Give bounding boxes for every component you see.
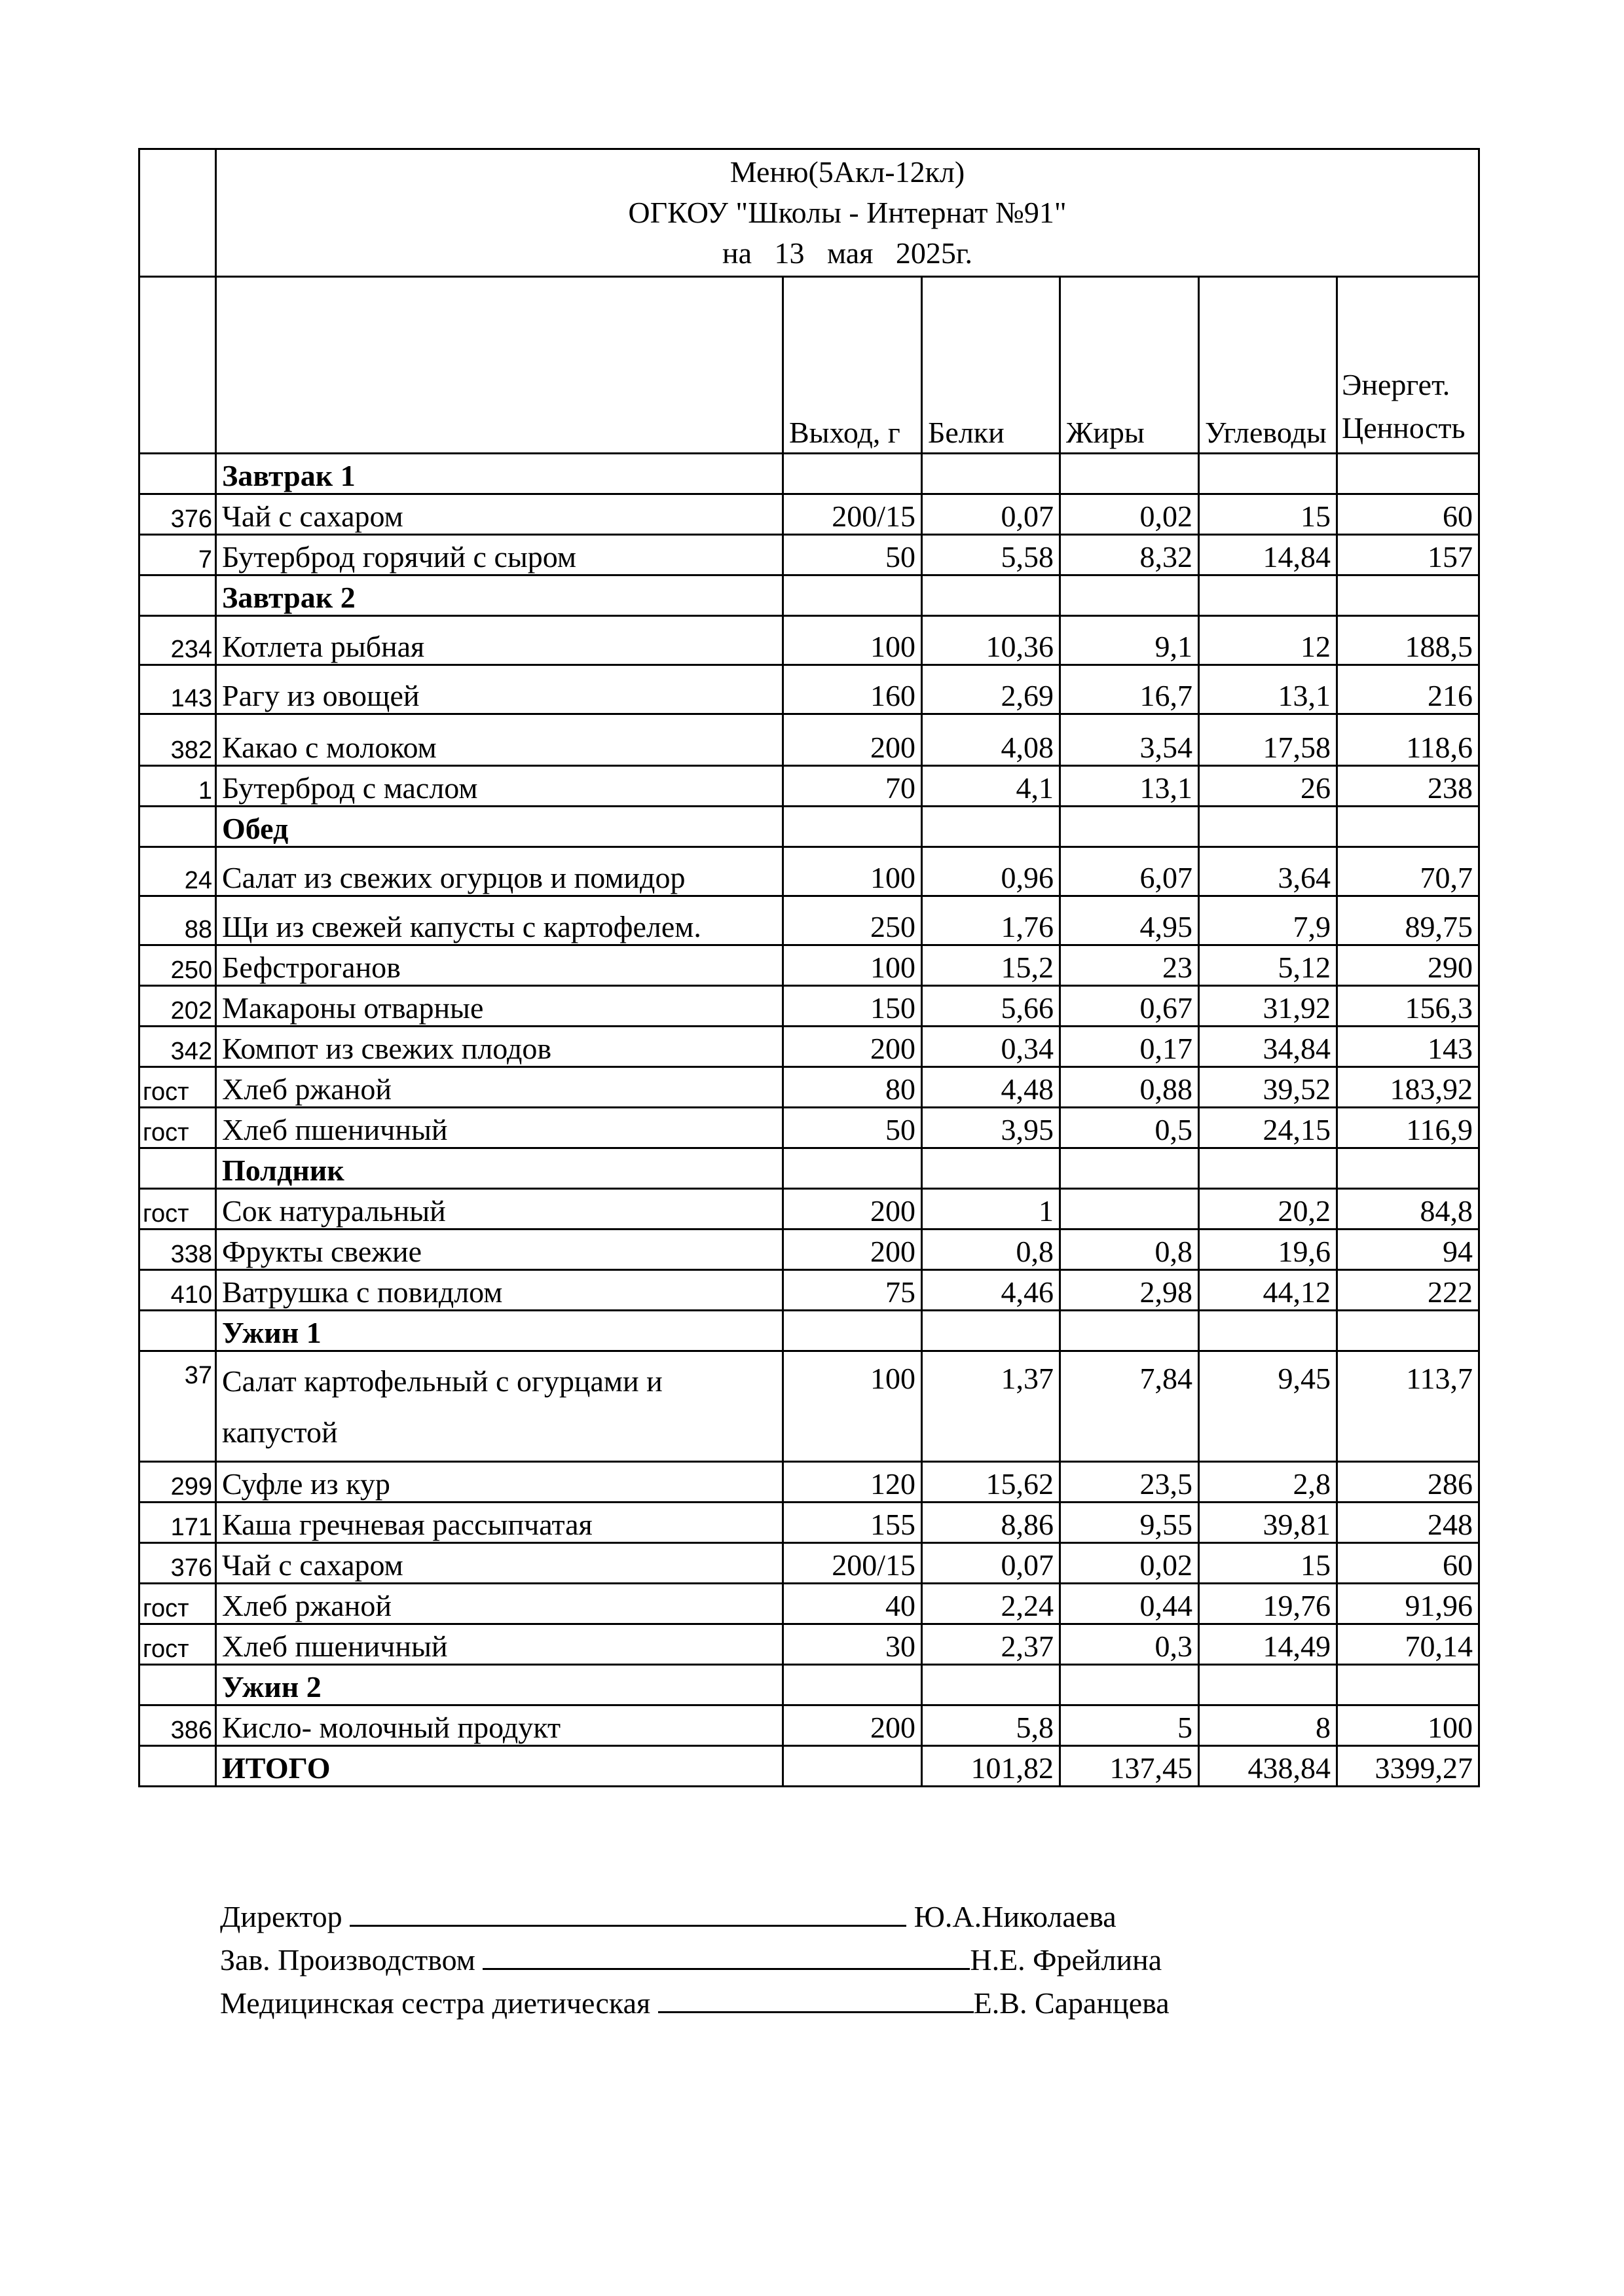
fat-value: 9,1 [1060,616,1199,665]
output-value: 250 [783,896,922,945]
protein-value: 0,07 [922,1543,1060,1584]
total-energy: 3399,27 [1337,1746,1479,1787]
output-value: 200 [783,1027,922,1067]
dish-name: Салат картофельный с огурцами и капустой [216,1351,783,1462]
table-row [139,986,1479,1027]
section-title: Обед [216,807,783,847]
dish-name: Сок натуральный [216,1189,783,1230]
dish-name: Салат из свежих огурцов и помидор [216,847,783,896]
carbs-value: 3,64 [1199,847,1337,896]
recipe-code: 24 [139,847,216,896]
recipe-code: 171 [139,1503,216,1543]
fat-value [1060,1189,1199,1230]
energy-value: 216 [1337,665,1479,714]
protein-value: 4,46 [922,1270,1060,1311]
energy-value: 290 [1337,945,1479,986]
output-value: 160 [783,665,922,714]
total-code-cell [139,1746,216,1787]
total-label: ИТОГО [216,1746,783,1787]
recipe-code: 250 [139,945,216,986]
dish-name: Бутерброд горячий с сыром [216,535,783,575]
total-protein: 101,82 [922,1746,1060,1787]
section-title: Полдник [216,1148,783,1189]
protein-value: 5,58 [922,535,1060,575]
output-value: 120 [783,1462,922,1503]
director-title: Директор [220,1900,342,1933]
header-fat: Жиры [1060,277,1199,454]
header-name-cell [216,277,783,454]
recipe-code: 382 [139,714,216,766]
section-title: Завтрак 2 [216,575,783,616]
section-row [139,807,1479,847]
table-row [139,1027,1479,1067]
dish-name: Ватрушка с повидлом [216,1270,783,1311]
nurse-signature-blank [658,1985,974,2013]
table-row [139,766,1479,807]
nurse-title: Медицинская сестра диетическая [220,1986,651,2020]
signature-block [220,1895,1170,2025]
protein-value: 3,95 [922,1108,1060,1148]
energy-value: 238 [1337,766,1479,807]
director-signature-blank [350,1899,906,1927]
protein-value: 0,07 [922,494,1060,535]
dish-name: Хлеб пшеничный [216,1108,783,1148]
dish-name: Компот из свежих плодов [216,1027,783,1067]
carbs-value: 34,84 [1199,1027,1337,1067]
dish-name: Рагу из овощей [216,665,783,714]
carbs-value: 39,52 [1199,1067,1337,1108]
protein-value: 5,8 [922,1705,1060,1746]
energy-value: 60 [1337,494,1479,535]
fat-value: 13,1 [1060,766,1199,807]
output-value: 100 [783,945,922,986]
dish-name: Суфле из кур [216,1462,783,1503]
column-header-row [139,277,1479,454]
output-value: 200 [783,1230,922,1270]
energy-value: 94 [1337,1230,1479,1270]
recipe-code: гост [139,1108,216,1148]
output-value: 200 [783,1705,922,1746]
carbs-value: 31,92 [1199,986,1337,1027]
total-row [139,1746,1479,1787]
recipe-code: 410 [139,1270,216,1311]
output-value: 80 [783,1067,922,1108]
output-value: 70 [783,766,922,807]
production-name: Н.Е. Фрейлина [970,1943,1162,1977]
table-row [139,1584,1479,1624]
dish-name: Хлеб пшеничный [216,1624,783,1665]
menu-title-date: на 13 мая 2025г. [722,236,973,270]
table-row [139,665,1479,714]
protein-value: 10,36 [922,616,1060,665]
protein-value: 1,37 [922,1351,1060,1462]
energy-value: 143 [1337,1027,1479,1067]
table-row [139,714,1479,766]
table-row [139,494,1479,535]
fat-value: 23,5 [1060,1462,1199,1503]
header-energy: Энергет. Ценность [1337,277,1479,454]
fat-value: 9,55 [1060,1503,1199,1543]
header-output: Выход, г [783,277,922,454]
protein-value: 15,62 [922,1462,1060,1503]
recipe-code: 143 [139,665,216,714]
fat-value: 16,7 [1060,665,1199,714]
recipe-code: 338 [139,1230,216,1270]
fat-value: 4,95 [1060,896,1199,945]
carbs-value: 44,12 [1199,1270,1337,1311]
fat-value: 0,67 [1060,986,1199,1027]
output-value: 200/15 [783,1543,922,1584]
protein-value: 15,2 [922,945,1060,986]
carbs-value: 14,84 [1199,535,1337,575]
recipe-code: 234 [139,616,216,665]
fat-value: 6,07 [1060,847,1199,896]
table-row [139,1624,1479,1665]
protein-value: 4,48 [922,1067,1060,1108]
table-row [139,896,1479,945]
energy-value: 157 [1337,535,1479,575]
recipe-code: 386 [139,1705,216,1746]
protein-value: 0,8 [922,1230,1060,1270]
section-title: Ужин 1 [216,1311,783,1351]
recipe-code: 376 [139,494,216,535]
carbs-value: 20,2 [1199,1189,1337,1230]
recipe-code: гост [139,1189,216,1230]
fat-value: 0,8 [1060,1230,1199,1270]
energy-value: 222 [1337,1270,1479,1311]
dish-name: Фрукты свежие [216,1230,783,1270]
recipe-code: 88 [139,896,216,945]
total-output-cell [783,1746,922,1787]
energy-value: 70,14 [1337,1624,1479,1665]
table-row [139,1108,1479,1148]
fat-value: 0,02 [1060,1543,1199,1584]
protein-value: 4,1 [922,766,1060,807]
table-row [139,1543,1479,1584]
table-row [139,1230,1479,1270]
menu-table [138,148,1480,1787]
energy-value: 188,5 [1337,616,1479,665]
carbs-value: 26 [1199,766,1337,807]
protein-value: 1 [922,1189,1060,1230]
recipe-code: 376 [139,1543,216,1584]
director-name: Ю.А.Николаева [913,1900,1116,1933]
header-protein: Белки [922,277,1060,454]
energy-value: 70,7 [1337,847,1479,896]
menu-title-line2: ОГКОУ "Школы - Интернат №91" [628,196,1067,229]
fat-value: 8,32 [1060,535,1199,575]
dish-name: Чай с сахаром [216,1543,783,1584]
output-value: 200 [783,714,922,766]
carbs-value: 39,81 [1199,1503,1337,1543]
carbs-value: 19,6 [1199,1230,1337,1270]
energy-value: 89,75 [1337,896,1479,945]
dish-name: Бефстроганов [216,945,783,986]
fat-value: 5 [1060,1705,1199,1746]
fat-value: 2,98 [1060,1270,1199,1311]
energy-value: 113,7 [1337,1351,1479,1462]
section-title: Завтрак 1 [216,454,783,494]
carbs-value: 24,15 [1199,1108,1337,1148]
recipe-code: 202 [139,986,216,1027]
output-value: 150 [783,986,922,1027]
fat-value: 3,54 [1060,714,1199,766]
table-row [139,847,1479,896]
title-row [139,149,1479,277]
carbs-value: 8 [1199,1705,1337,1746]
recipe-code: 299 [139,1462,216,1503]
recipe-code: гост [139,1067,216,1108]
dish-name: Хлеб ржаной [216,1584,783,1624]
energy-value: 286 [1337,1462,1479,1503]
recipe-code: 37 [139,1351,216,1462]
dish-name: Каша гречневая рассыпчатая [216,1503,783,1543]
carbs-value: 5,12 [1199,945,1337,986]
output-value: 100 [783,616,922,665]
carbs-value: 17,58 [1199,714,1337,766]
carbs-value: 9,45 [1199,1351,1337,1462]
energy-value: 100 [1337,1705,1479,1746]
section-row [139,1665,1479,1705]
output-value: 200 [783,1189,922,1230]
section-row [139,575,1479,616]
section-row [139,1311,1479,1351]
protein-value: 2,24 [922,1584,1060,1624]
table-row [139,1270,1479,1311]
fat-value: 0,44 [1060,1584,1199,1624]
fat-value: 23 [1060,945,1199,986]
energy-value: 84,8 [1337,1189,1479,1230]
protein-value: 2,69 [922,665,1060,714]
carbs-value: 7,9 [1199,896,1337,945]
table-row [139,1067,1479,1108]
energy-value: 60 [1337,1543,1479,1584]
output-value: 50 [783,535,922,575]
title-empty-cell [139,149,216,277]
recipe-code: гост [139,1584,216,1624]
table-row [139,1705,1479,1746]
table-row [139,1351,1479,1462]
dish-name: Кисло- молочный продукт [216,1705,783,1746]
energy-value: 248 [1337,1503,1479,1543]
table-row [139,1462,1479,1503]
fat-value: 0,88 [1060,1067,1199,1108]
protein-value: 2,37 [922,1624,1060,1665]
protein-value: 0,96 [922,847,1060,896]
total-carbs: 438,84 [1199,1746,1337,1787]
energy-value: 118,6 [1337,714,1479,766]
recipe-code: 342 [139,1027,216,1067]
dish-name: Щи из свежей капусты с картофелем. [216,896,783,945]
fat-value: 0,17 [1060,1027,1199,1067]
dish-name: Котлета рыбная [216,616,783,665]
section-title: Ужин 2 [216,1665,783,1705]
output-value: 155 [783,1503,922,1543]
table-row [139,616,1479,665]
dish-name: Хлеб ржаной [216,1067,783,1108]
director-signature-line [220,1895,1170,1939]
output-value: 200/15 [783,494,922,535]
total-fat: 137,45 [1060,1746,1199,1787]
carbs-value: 15 [1199,1543,1337,1584]
fat-value: 0,02 [1060,494,1199,535]
carbs-value: 19,76 [1199,1584,1337,1624]
table-row [139,945,1479,986]
recipe-code: 1 [139,766,216,807]
production-signature-blank [483,1942,970,1970]
dish-name: Какао с молоком [216,714,783,766]
dish-name: Чай с сахаром [216,494,783,535]
output-value: 100 [783,847,922,896]
carbs-value: 2,8 [1199,1462,1337,1503]
protein-value: 5,66 [922,986,1060,1027]
carbs-value: 14,49 [1199,1624,1337,1665]
energy-value: 183,92 [1337,1067,1479,1108]
output-value: 100 [783,1351,922,1462]
recipe-code: гост [139,1624,216,1665]
recipe-code: 7 [139,535,216,575]
output-value: 50 [783,1108,922,1148]
production-signature-line [220,1939,1170,1982]
nurse-signature-line [220,1982,1170,2025]
production-title: Зав. Производством [220,1943,475,1977]
output-value: 30 [783,1624,922,1665]
menu-title-line1: Меню(5Акл-12кл) [729,155,965,189]
header-carbs: Углеводы [1199,277,1337,454]
section-row [139,454,1479,494]
protein-value: 1,76 [922,896,1060,945]
section-row [139,1148,1479,1189]
header-code-cell [139,277,216,454]
output-value: 40 [783,1584,922,1624]
energy-value: 156,3 [1337,986,1479,1027]
carbs-value: 12 [1199,616,1337,665]
protein-value: 8,86 [922,1503,1060,1543]
table-row [139,1503,1479,1543]
energy-value: 91,96 [1337,1584,1479,1624]
fat-value: 7,84 [1060,1351,1199,1462]
carbs-value: 13,1 [1199,665,1337,714]
dish-name: Макароны отварные [216,986,783,1027]
table-row [139,1189,1479,1230]
table-row [139,535,1479,575]
protein-value: 4,08 [922,714,1060,766]
output-value: 75 [783,1270,922,1311]
nurse-name: Е.В. Саранцева [973,1986,1170,2020]
dish-name: Бутерброд с маслом [216,766,783,807]
protein-value: 0,34 [922,1027,1060,1067]
fat-value: 0,5 [1060,1108,1199,1148]
carbs-value: 15 [1199,494,1337,535]
energy-value: 116,9 [1337,1108,1479,1148]
menu-title [216,149,1479,277]
fat-value: 0,3 [1060,1624,1199,1665]
